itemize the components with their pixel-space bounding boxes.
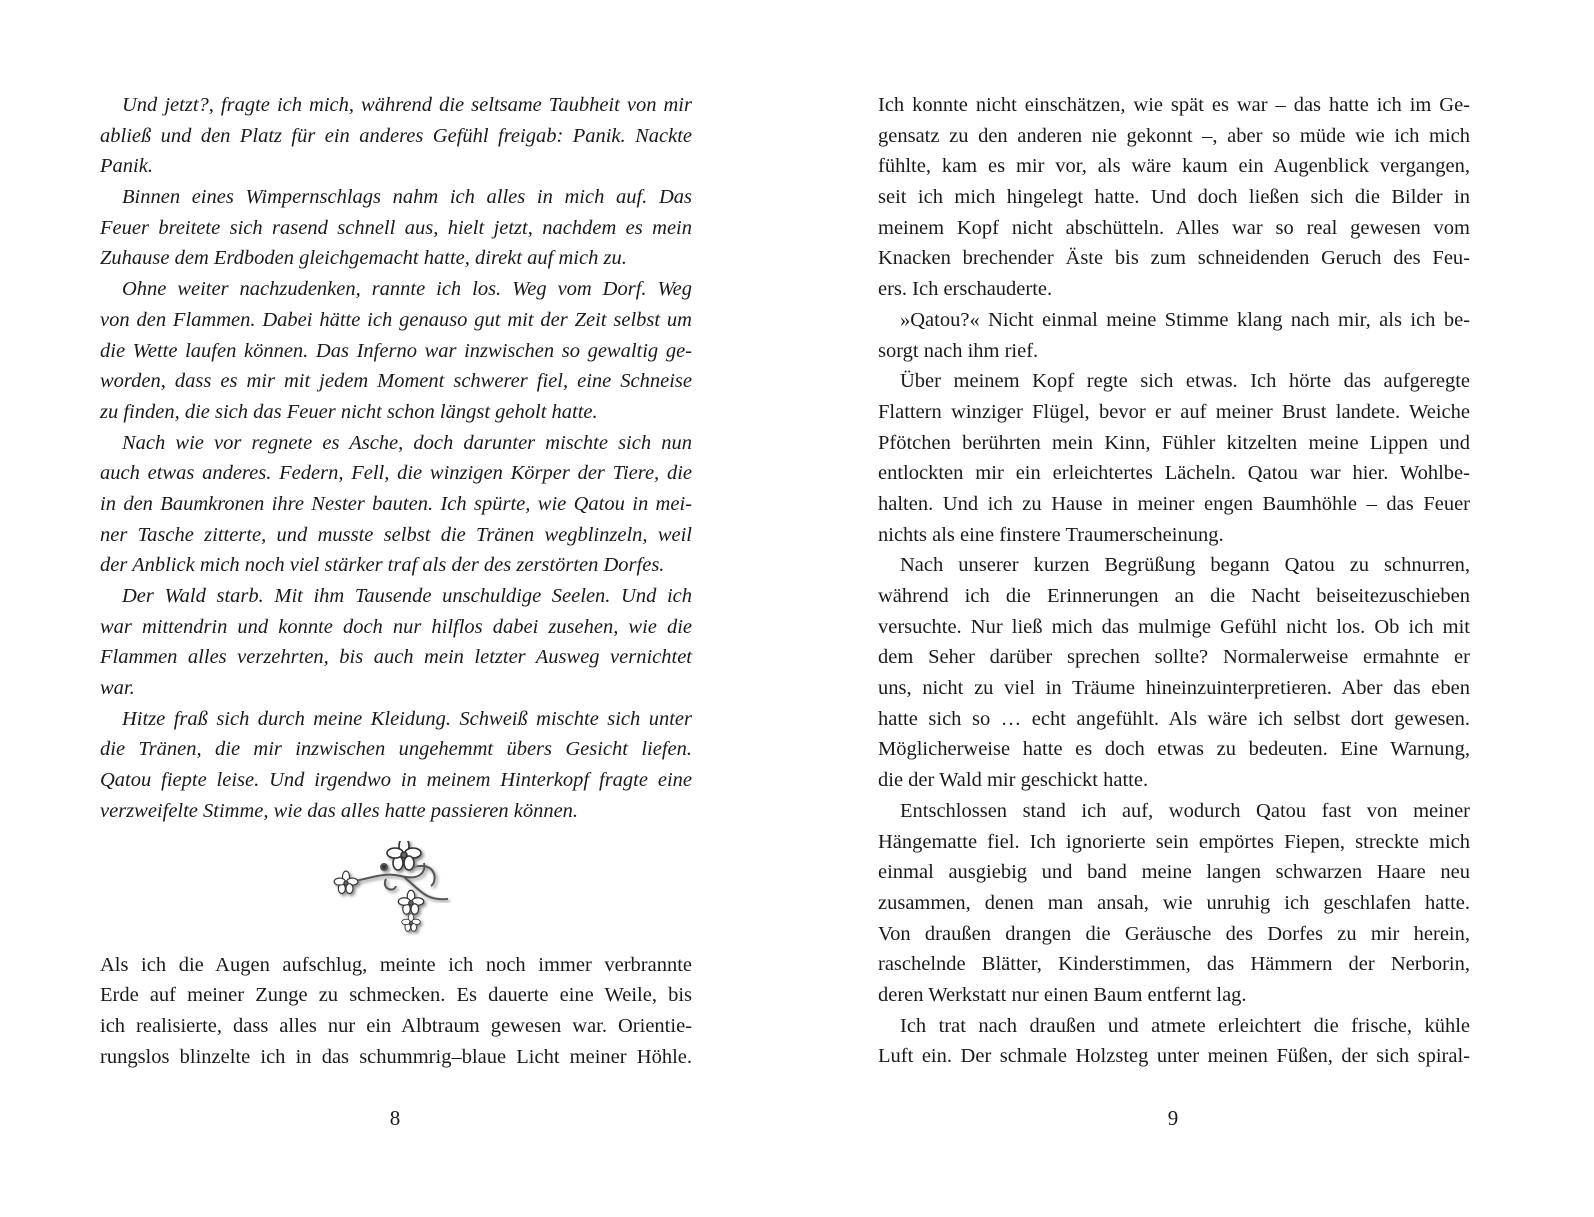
text-line: Binnen eines Wimpernschlags nahm ich alles in mich auf. Das (122, 186, 692, 209)
text-line: Pfötchen berührten mein Kinn, Fühler kitzelten meine Lippen und (878, 431, 1470, 454)
text-line: Über meinem Kopf regte sich etwas. Ich hörte das aufgeregte (900, 370, 1470, 393)
left-page-text (100, 90, 692, 1072)
text-line: die Tränen, die mir inzwischen ungehemmt übers Gesicht liefen. (100, 738, 692, 761)
text-line: die Wette laufen können. Das Inferno war inzwischen so gewaltig ge- (100, 339, 692, 362)
text-line: Möglicherweise hatte es doch etwas zu bedeuten. Eine Warnung, (878, 738, 1470, 761)
text-line: uns, nicht zu viel in Träume hineinzuinterpretieren. Aber das eben (878, 677, 1470, 700)
paragraph (878, 796, 1470, 1011)
text-line: »Qatou?« Nicht einmal meine Stimme klang nach mir, als ich be- (900, 308, 1470, 331)
text-line: Von draußen drangen die Geräusche des Dorfes zu mir herein, (878, 922, 1470, 945)
text-line: von den Flammen. Dabei hätte ich genauso gut mit der Zeit selbst um (100, 308, 692, 331)
text-line: ich realisierte, dass alles nur ein Albtraum gewesen war. Orientie- (100, 1014, 692, 1037)
text-line: war mittendrin und konnte doch nur hilflos dabei zusehen, wie die (100, 615, 692, 638)
text-line: Nach unserer kurzen Begrüßung begann Qatou zu schnurren, (900, 554, 1470, 577)
text-line: während ich die Erinnerungen an die Nacht beiseitezuschieben (878, 585, 1470, 607)
text-line: hatte sich so … echt angefühlt. Als wäre ich selbst dort gewesen. (878, 707, 1470, 730)
text-line: Entschlossen stand ich auf, wodurch Qatou fast von meiner (900, 799, 1470, 822)
text-line: halten. Und ich zu Hause in meiner engen Baumhöhle – das Feuer (878, 492, 1470, 515)
text-line: Und jetzt?, fragte ich mich, während die seltsame Taubheit von mir (122, 94, 692, 116)
text-line: versuchte. Nur ließ mich das mulmige Gefühl nicht los. Ob ich mit (878, 615, 1470, 638)
paragraph (100, 704, 692, 827)
text-line: deren Werkstatt nur einen Baum entfernt lag. (878, 983, 1247, 1006)
text-line: Luft ein. Der schmale Holzsteg unter meinen Füßen, der sich spiral- (878, 1045, 1470, 1068)
paragraph (100, 581, 692, 704)
paragraph (100, 428, 692, 581)
text-line: Feuer breitete sich rasend schnell aus, hielt jetzt, nachdem es mein (100, 216, 692, 239)
text-line: Panik. (100, 155, 153, 178)
text-line: Zuhause dem Erdboden gleichgemacht hatte, direkt auf mich zu. (100, 247, 627, 270)
paragraph (100, 182, 692, 274)
text-line: seit ich mich hingelegt hatte. Und doch ließen sich die Bilder in (878, 186, 1470, 209)
text-line: Knacken brechender Äste bis zum schneidenden Geruch des Feu- (878, 247, 1470, 270)
text-line: die der Wald mir geschickt hatte. (878, 769, 1149, 792)
paragraph (100, 90, 692, 182)
text-line: raschelnde Blätter, Kinderstimmen, das Hämmern der Nerborin, (878, 953, 1470, 976)
text-line: meinem Kopf nicht abschütteln. Alles war so real gewesen vom (878, 216, 1470, 239)
text-line: Nach wie vor regnete es Asche, doch darunter mischte sich nun (122, 431, 692, 454)
text-line: ers. Ich erschauderte. (878, 278, 1053, 301)
text-line: in den Baumkronen ihre Nester bauten. Ich spürte, wie Qatou in mei- (100, 492, 692, 515)
floral-ornament-icon (326, 841, 456, 936)
text-line: war. (100, 677, 135, 700)
text-line: entlockten mir ein erleichtertes Lächeln. Qatou war hier. Wohlbe- (878, 462, 1470, 485)
text-line: Hängematte fiel. Ich ignorierte sein empörtes Fiepen, streckte mich (878, 830, 1470, 853)
text-line: zu finden, die sich das Feuer nicht schon längst geholt hatte. (100, 400, 598, 423)
text-line: Flattern winziger Flügel, bevor er auf meiner Brust landete. Weiche (878, 400, 1470, 423)
text-line: nichts als eine finstere Traumerscheinung. (878, 523, 1224, 546)
text-line: sorgt nach ihm rief. (878, 339, 1039, 362)
text-line: auch etwas anderes. Federn, Fell, die winzigen Körper der Tiere, die (100, 462, 692, 485)
text-line: Ich konnte nicht einschätzen, wie spät es war – das hatte ich im Ge- (878, 94, 1470, 116)
text-line: fühlte, kam es mir vor, als wäre kaum ein Augenblick vergangen, (878, 155, 1470, 178)
text-line: der Anblick mich noch viel stärker traf als der des zerstörten Dorfes. (100, 554, 665, 577)
text-line: worden, dass es mir mit jedem Moment schwerer fiel, eine Schneise (100, 370, 692, 393)
right-page-text (878, 90, 1470, 1072)
paragraph (878, 90, 1470, 305)
text-line: gensatz zu den anderen nie gekonnt –, aber so müde wie ich mich (878, 124, 1470, 147)
paragraph (878, 1011, 1470, 1072)
section-break-ornament (90, 827, 692, 950)
text-line: Hitze fraß sich durch meine Kleidung. Schweiß mischte sich unter (122, 707, 692, 730)
text-line: einmal ausgiebig und band meine langen schwarzen Haare neu (878, 861, 1470, 884)
text-line: ner Tasche zitterte, und musste selbst die Tränen wegblinzeln, weil (100, 523, 692, 546)
page-number-left: 8 (389, 1106, 401, 1130)
text-line: abließ und den Platz für ein anderes Gefühl freigab: Panik. Nackte (100, 124, 692, 147)
paragraph (878, 550, 1470, 796)
text-line: Qatou fiepte leise. Und irgendwo in meinem Hinterkopf fragte eine (100, 769, 692, 792)
page-number-right: 9 (1167, 1106, 1179, 1130)
text-line: Als ich die Augen aufschlug, meinte ich noch immer verbrannte (100, 953, 692, 976)
paragraph (878, 305, 1470, 366)
text-line: Ohne weiter nachzudenken, rannte ich los. Weg vom Dorf. Weg (122, 278, 692, 301)
paragraph (100, 274, 692, 427)
text-line: zusammen, denen man ansah, wie unruhig ich geschlafen hatte. (878, 891, 1470, 914)
text-line: verzweifelte Stimme, wie das alles hatte passieren können. (100, 799, 579, 822)
paragraph (100, 950, 692, 1073)
text-line: Erde auf meiner Zunge zu schmecken. Es dauerte eine Weile, bis (100, 984, 692, 1007)
text-line: dem Seher darüber sprechen sollte? Normalerweise ermahnte er (878, 646, 1470, 669)
paragraph (878, 366, 1470, 550)
text-line: Ich trat nach draußen und atmete erleichtert die frische, kühle (900, 1014, 1470, 1037)
text-line: Der Wald starb. Mit ihm Tausende unschuldige Seelen. Und ich (122, 585, 692, 607)
text-line: Flammen alles verzehrten, bis auch mein letzter Ausweg vernichtet (100, 646, 692, 669)
text-line: rungslos blinzelte ich in das schummrig–blaue Licht meiner Höhle. (100, 1045, 692, 1068)
